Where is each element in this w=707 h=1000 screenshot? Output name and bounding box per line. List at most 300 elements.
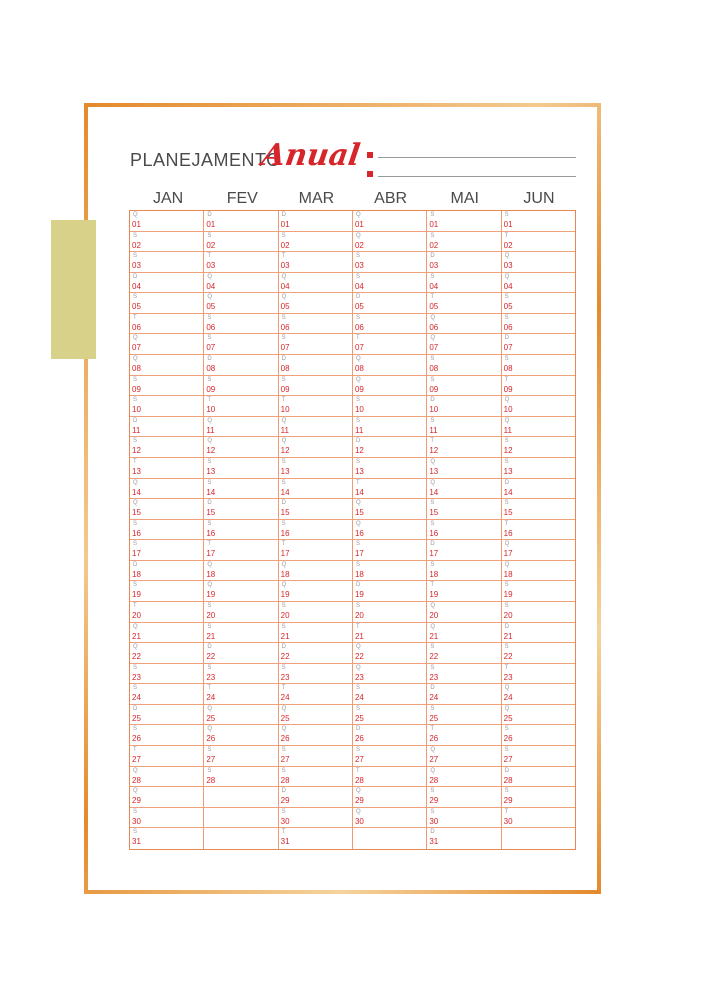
weekday-letter: S [430,644,435,651]
day-number: 10 [354,405,364,415]
day-number: 15 [503,508,513,518]
day-cell[interactable] [130,664,203,685]
day-cell[interactable] [204,499,277,520]
day-cell[interactable] [427,581,500,602]
day-cell[interactable] [130,417,203,438]
day-cell[interactable] [204,211,277,232]
day-cell[interactable] [130,581,203,602]
day-cell[interactable] [353,314,426,335]
day-cell[interactable] [279,252,352,273]
day-number: 31 [132,837,141,847]
day-cell[interactable] [502,664,575,685]
day-number: 27 [354,755,364,765]
day-cell[interactable] [502,437,575,458]
day-cell[interactable] [279,376,352,397]
day-cell[interactable] [204,417,277,438]
day-cell[interactable] [279,746,352,767]
day-cell[interactable] [130,746,203,767]
day-cell[interactable] [502,623,575,644]
weekday-letter: T [133,458,137,465]
day-number: 06 [280,322,290,332]
day-cell[interactable] [502,684,575,705]
day-number: 08 [206,364,216,374]
day-cell[interactable] [130,355,203,376]
day-cell[interactable] [130,437,203,458]
weekday-letter: Q [355,376,361,383]
day-cell[interactable] [279,767,352,788]
weekday-letter: T [207,253,211,260]
day-cell[interactable] [130,643,203,664]
day-cell[interactable] [427,767,500,788]
day-number: 04 [503,281,513,291]
day-number: 14 [206,487,216,497]
day-cell[interactable] [279,479,352,500]
day-cell[interactable] [502,643,575,664]
day-number: 02 [503,240,513,250]
day-number: 30 [503,816,513,826]
day-cell[interactable] [502,273,575,294]
weekday-letter: Q [207,273,212,280]
weekday-letter: S [504,294,509,301]
day-cell[interactable] [130,561,203,582]
day-cell[interactable] [130,540,203,561]
day-number: 28 [503,775,513,785]
day-cell[interactable] [279,355,352,376]
day-number: 24 [503,693,513,703]
day-cell[interactable] [353,643,426,664]
day-number: 06 [354,322,364,332]
day-cell[interactable] [204,643,277,664]
day-cell[interactable] [427,458,500,479]
day-cell[interactable] [130,376,203,397]
day-cell[interactable] [204,376,277,397]
day-cell[interactable] [204,458,277,479]
day-cell[interactable] [130,787,203,808]
day-cell[interactable] [204,540,277,561]
day-number: 29 [354,796,364,806]
day-cell[interactable] [502,334,575,355]
day-cell[interactable] [204,705,277,726]
day-number: 03 [429,261,439,271]
day-cell[interactable] [130,499,203,520]
day-cell[interactable] [427,602,500,623]
day-number: 02 [354,240,364,250]
notes-line[interactable] [378,176,576,177]
weekday-letter: S [133,438,138,445]
day-number: 04 [132,281,141,291]
day-cell[interactable] [204,479,277,500]
day-number: 15 [206,508,216,518]
month-label-mar: MAR [298,190,335,207]
day-cell[interactable] [204,252,277,273]
day-number: 19 [503,590,513,600]
day-cell[interactable] [427,293,500,314]
day-number: 07 [206,343,216,353]
day-cell[interactable] [279,437,352,458]
day-cell[interactable] [353,396,426,417]
weekday-letter: S [281,335,286,342]
day-cell[interactable] [427,273,500,294]
month-column-mai [427,211,501,849]
day-cell[interactable] [204,602,277,623]
day-cell[interactable] [279,273,352,294]
day-cell[interactable] [427,437,500,458]
day-cell[interactable] [353,767,426,788]
day-cell[interactable] [130,828,203,849]
day-cell[interactable] [279,458,352,479]
day-cell[interactable] [353,808,426,829]
day-cell[interactable] [353,417,426,438]
weekday-letter: D [281,356,286,363]
day-cell[interactable] [130,293,203,314]
day-cell[interactable] [130,479,203,500]
weekday-letter: D [355,438,361,445]
weekday-letter: S [504,212,509,218]
day-number: 21 [354,631,364,641]
day-cell[interactable] [353,787,426,808]
day-cell[interactable] [279,705,352,726]
day-number: 23 [354,672,364,682]
day-number: 16 [503,528,513,538]
day-cell[interactable] [502,540,575,561]
day-cell[interactable] [353,684,426,705]
day-cell[interactable] [502,725,575,746]
day-cell[interactable] [279,684,352,705]
day-cell[interactable] [130,520,203,541]
day-cell[interactable] [279,540,352,561]
day-cell[interactable] [427,643,500,664]
day-cell[interactable] [130,273,203,294]
day-cell[interactable] [502,561,575,582]
day-cell[interactable] [502,376,575,397]
day-cell[interactable] [502,520,575,541]
weekday-letter: Q [430,767,435,774]
day-cell[interactable] [427,725,500,746]
day-cell[interactable] [427,540,500,561]
day-cell[interactable] [130,211,203,232]
day-cell[interactable] [204,273,277,294]
day-number: 26 [429,734,439,744]
day-cell[interactable] [502,417,575,438]
weekday-letter: T [281,541,286,548]
day-number: 14 [503,487,513,497]
day-cell[interactable] [427,314,500,335]
day-cell[interactable] [279,643,352,664]
day-cell[interactable] [204,561,277,582]
day-cell[interactable] [130,623,203,644]
day-cell[interactable] [279,417,352,438]
day-number: 07 [503,343,513,353]
day-cell[interactable] [204,808,277,829]
day-cell[interactable] [130,725,203,746]
day-cell[interactable] [130,334,203,355]
day-number: 26 [280,734,290,744]
day-number: 22 [354,652,364,662]
day-cell[interactable] [204,232,277,253]
day-cell[interactable] [279,664,352,685]
day-cell[interactable] [353,211,426,232]
day-cell[interactable] [204,787,277,808]
day-cell[interactable] [427,520,500,541]
day-cell[interactable] [502,828,575,849]
day-cell[interactable] [353,293,426,314]
day-cell[interactable] [279,602,352,623]
day-cell[interactable] [502,355,575,376]
weekday-letter: T [281,253,286,260]
day-number: 31 [280,837,290,847]
day-cell[interactable] [427,334,500,355]
day-cell[interactable] [502,211,575,232]
day-number: 05 [503,302,513,312]
weekday-letter: T [281,685,286,692]
weekday-letter: S [133,541,138,548]
day-cell[interactable] [204,314,277,335]
weekday-letter: D [133,417,138,424]
day-cell[interactable] [279,787,352,808]
weekday-letter: Q [504,273,510,280]
day-number: 25 [206,713,216,723]
day-cell[interactable] [353,540,426,561]
day-cell[interactable] [502,314,575,335]
day-cell[interactable] [353,334,426,355]
weekday-letter: Q [430,314,435,321]
day-cell[interactable] [279,334,352,355]
day-number: 26 [503,734,513,744]
day-cell[interactable] [279,581,352,602]
weekday-letter: S [133,664,138,671]
day-cell[interactable] [204,623,277,644]
weekday-letter: S [430,356,435,363]
day-cell[interactable] [279,499,352,520]
day-cell[interactable] [353,705,426,726]
day-number: 25 [132,713,141,723]
month-label-abr: ABR [374,190,408,207]
day-cell[interactable] [204,334,277,355]
day-cell[interactable] [502,252,575,273]
day-cell[interactable] [279,623,352,644]
day-number: 20 [503,610,513,620]
day-cell[interactable] [502,808,575,829]
day-cell[interactable] [279,520,352,541]
day-cell[interactable] [353,252,426,273]
weekday-letter: D [430,253,435,260]
day-number: 17 [503,549,513,559]
day-cell[interactable] [204,767,277,788]
day-cell[interactable] [204,293,277,314]
day-cell[interactable] [427,808,500,829]
day-cell[interactable] [279,293,352,314]
day-cell[interactable] [427,211,500,232]
notes-marker [367,171,373,177]
day-cell[interactable] [427,479,500,500]
day-cell[interactable] [130,314,203,335]
day-cell[interactable] [353,746,426,767]
day-number: 03 [503,261,513,271]
day-cell[interactable] [502,499,575,520]
month-column-fev [204,211,278,849]
day-cell[interactable] [427,396,500,417]
day-cell[interactable] [279,314,352,335]
day-cell[interactable] [353,561,426,582]
day-number: 25 [280,713,290,723]
weekday-letter: Q [355,644,361,651]
day-cell[interactable] [353,232,426,253]
day-cell[interactable] [130,232,203,253]
day-cell[interactable] [353,355,426,376]
day-cell[interactable] [427,684,500,705]
day-cell[interactable] [427,664,500,685]
day-number: 13 [503,466,513,476]
weekday-letter: Q [355,520,361,527]
weekday-letter: S [355,253,360,260]
day-cell[interactable] [204,396,277,417]
day-cell[interactable] [279,561,352,582]
day-cell[interactable] [204,437,277,458]
side-tab[interactable] [51,220,96,359]
weekday-letter: S [133,232,138,239]
day-cell[interactable] [130,252,203,273]
day-number: 23 [132,672,141,682]
day-cell[interactable] [130,684,203,705]
day-cell[interactable] [502,396,575,417]
day-cell[interactable] [130,396,203,417]
day-cell[interactable] [353,602,426,623]
day-cell[interactable] [204,355,277,376]
weekday-letter: S [133,520,138,527]
weekday-letter: Q [281,705,287,712]
day-number: 15 [132,508,141,518]
day-cell[interactable] [353,828,426,849]
day-number: 24 [280,693,290,703]
day-cell[interactable] [427,355,500,376]
day-number: 24 [429,693,439,703]
day-cell[interactable] [353,725,426,746]
day-cell[interactable] [279,232,352,253]
day-cell[interactable] [204,581,277,602]
day-cell[interactable] [427,623,500,644]
day-cell[interactable] [353,499,426,520]
day-cell[interactable] [502,767,575,788]
day-cell[interactable] [130,458,203,479]
weekday-letter: T [133,314,137,321]
weekday-letter: Q [281,726,287,733]
weekday-letter: Q [207,705,212,712]
weekday-letter: S [430,500,435,507]
day-cell[interactable] [279,828,352,849]
weekday-letter: S [504,458,509,465]
weekday-letter: S [207,479,212,486]
day-cell[interactable] [427,746,500,767]
weekday-letter: T [355,479,360,486]
day-cell[interactable] [130,705,203,726]
weekday-letter: S [281,232,286,239]
day-cell[interactable] [427,828,500,849]
day-cell[interactable] [204,520,277,541]
day-cell[interactable] [204,664,277,685]
day-cell[interactable] [502,787,575,808]
day-cell[interactable] [502,746,575,767]
weekday-letter: T [355,335,360,342]
day-cell[interactable] [204,725,277,746]
weekday-letter: S [355,685,360,692]
day-number: 17 [429,549,439,559]
day-number: 20 [280,610,290,620]
day-cell[interactable] [502,479,575,500]
day-cell[interactable] [130,808,203,829]
day-cell[interactable] [353,376,426,397]
day-number: 17 [132,549,141,559]
day-number: 18 [503,569,513,579]
day-number: 11 [354,425,364,435]
day-cell[interactable] [502,581,575,602]
day-cell[interactable] [427,705,500,726]
day-number: 10 [429,405,439,415]
day-number: 16 [354,528,364,538]
day-cell[interactable] [353,664,426,685]
weekday-letter: S [207,767,212,774]
day-cell[interactable] [353,623,426,644]
day-cell[interactable] [279,396,352,417]
day-number: 15 [280,508,290,518]
day-cell[interactable] [204,684,277,705]
weekday-letter: Q [207,294,212,301]
weekday-letter: D [355,294,361,301]
weekday-letter: Q [281,561,287,568]
weekday-letter: S [281,520,286,527]
day-number: 25 [503,713,513,723]
day-cell[interactable] [353,479,426,500]
day-cell[interactable] [427,417,500,438]
day-cell[interactable] [502,458,575,479]
day-cell[interactable] [502,293,575,314]
notes-line[interactable] [378,157,576,158]
day-cell[interactable] [427,499,500,520]
weekday-letter: S [430,664,435,671]
day-cell[interactable] [353,458,426,479]
day-cell[interactable] [353,581,426,602]
day-cell[interactable] [279,725,352,746]
weekday-letter: Q [133,212,138,218]
day-cell[interactable] [502,232,575,253]
day-cell[interactable] [279,211,352,232]
day-cell[interactable] [204,828,277,849]
day-number: 03 [132,261,141,271]
day-cell[interactable] [502,602,575,623]
day-cell[interactable] [353,520,426,541]
day-number: 18 [206,569,216,579]
day-cell[interactable] [427,252,500,273]
day-number: 27 [503,755,513,765]
day-cell[interactable] [427,561,500,582]
day-number: 15 [429,508,439,518]
day-cell[interactable] [353,273,426,294]
weekday-letter: Q [355,664,361,671]
weekday-letter: D [355,582,361,589]
day-number: 17 [206,549,216,559]
day-number: 09 [354,384,364,394]
day-cell[interactable] [427,376,500,397]
day-cell[interactable] [204,746,277,767]
day-cell[interactable] [427,232,500,253]
day-cell[interactable] [353,437,426,458]
day-number: 13 [280,466,290,476]
day-cell[interactable] [427,787,500,808]
day-cell[interactable] [502,705,575,726]
day-cell[interactable] [279,808,352,829]
day-cell[interactable] [130,602,203,623]
day-cell[interactable] [130,767,203,788]
day-number: 04 [354,281,364,291]
